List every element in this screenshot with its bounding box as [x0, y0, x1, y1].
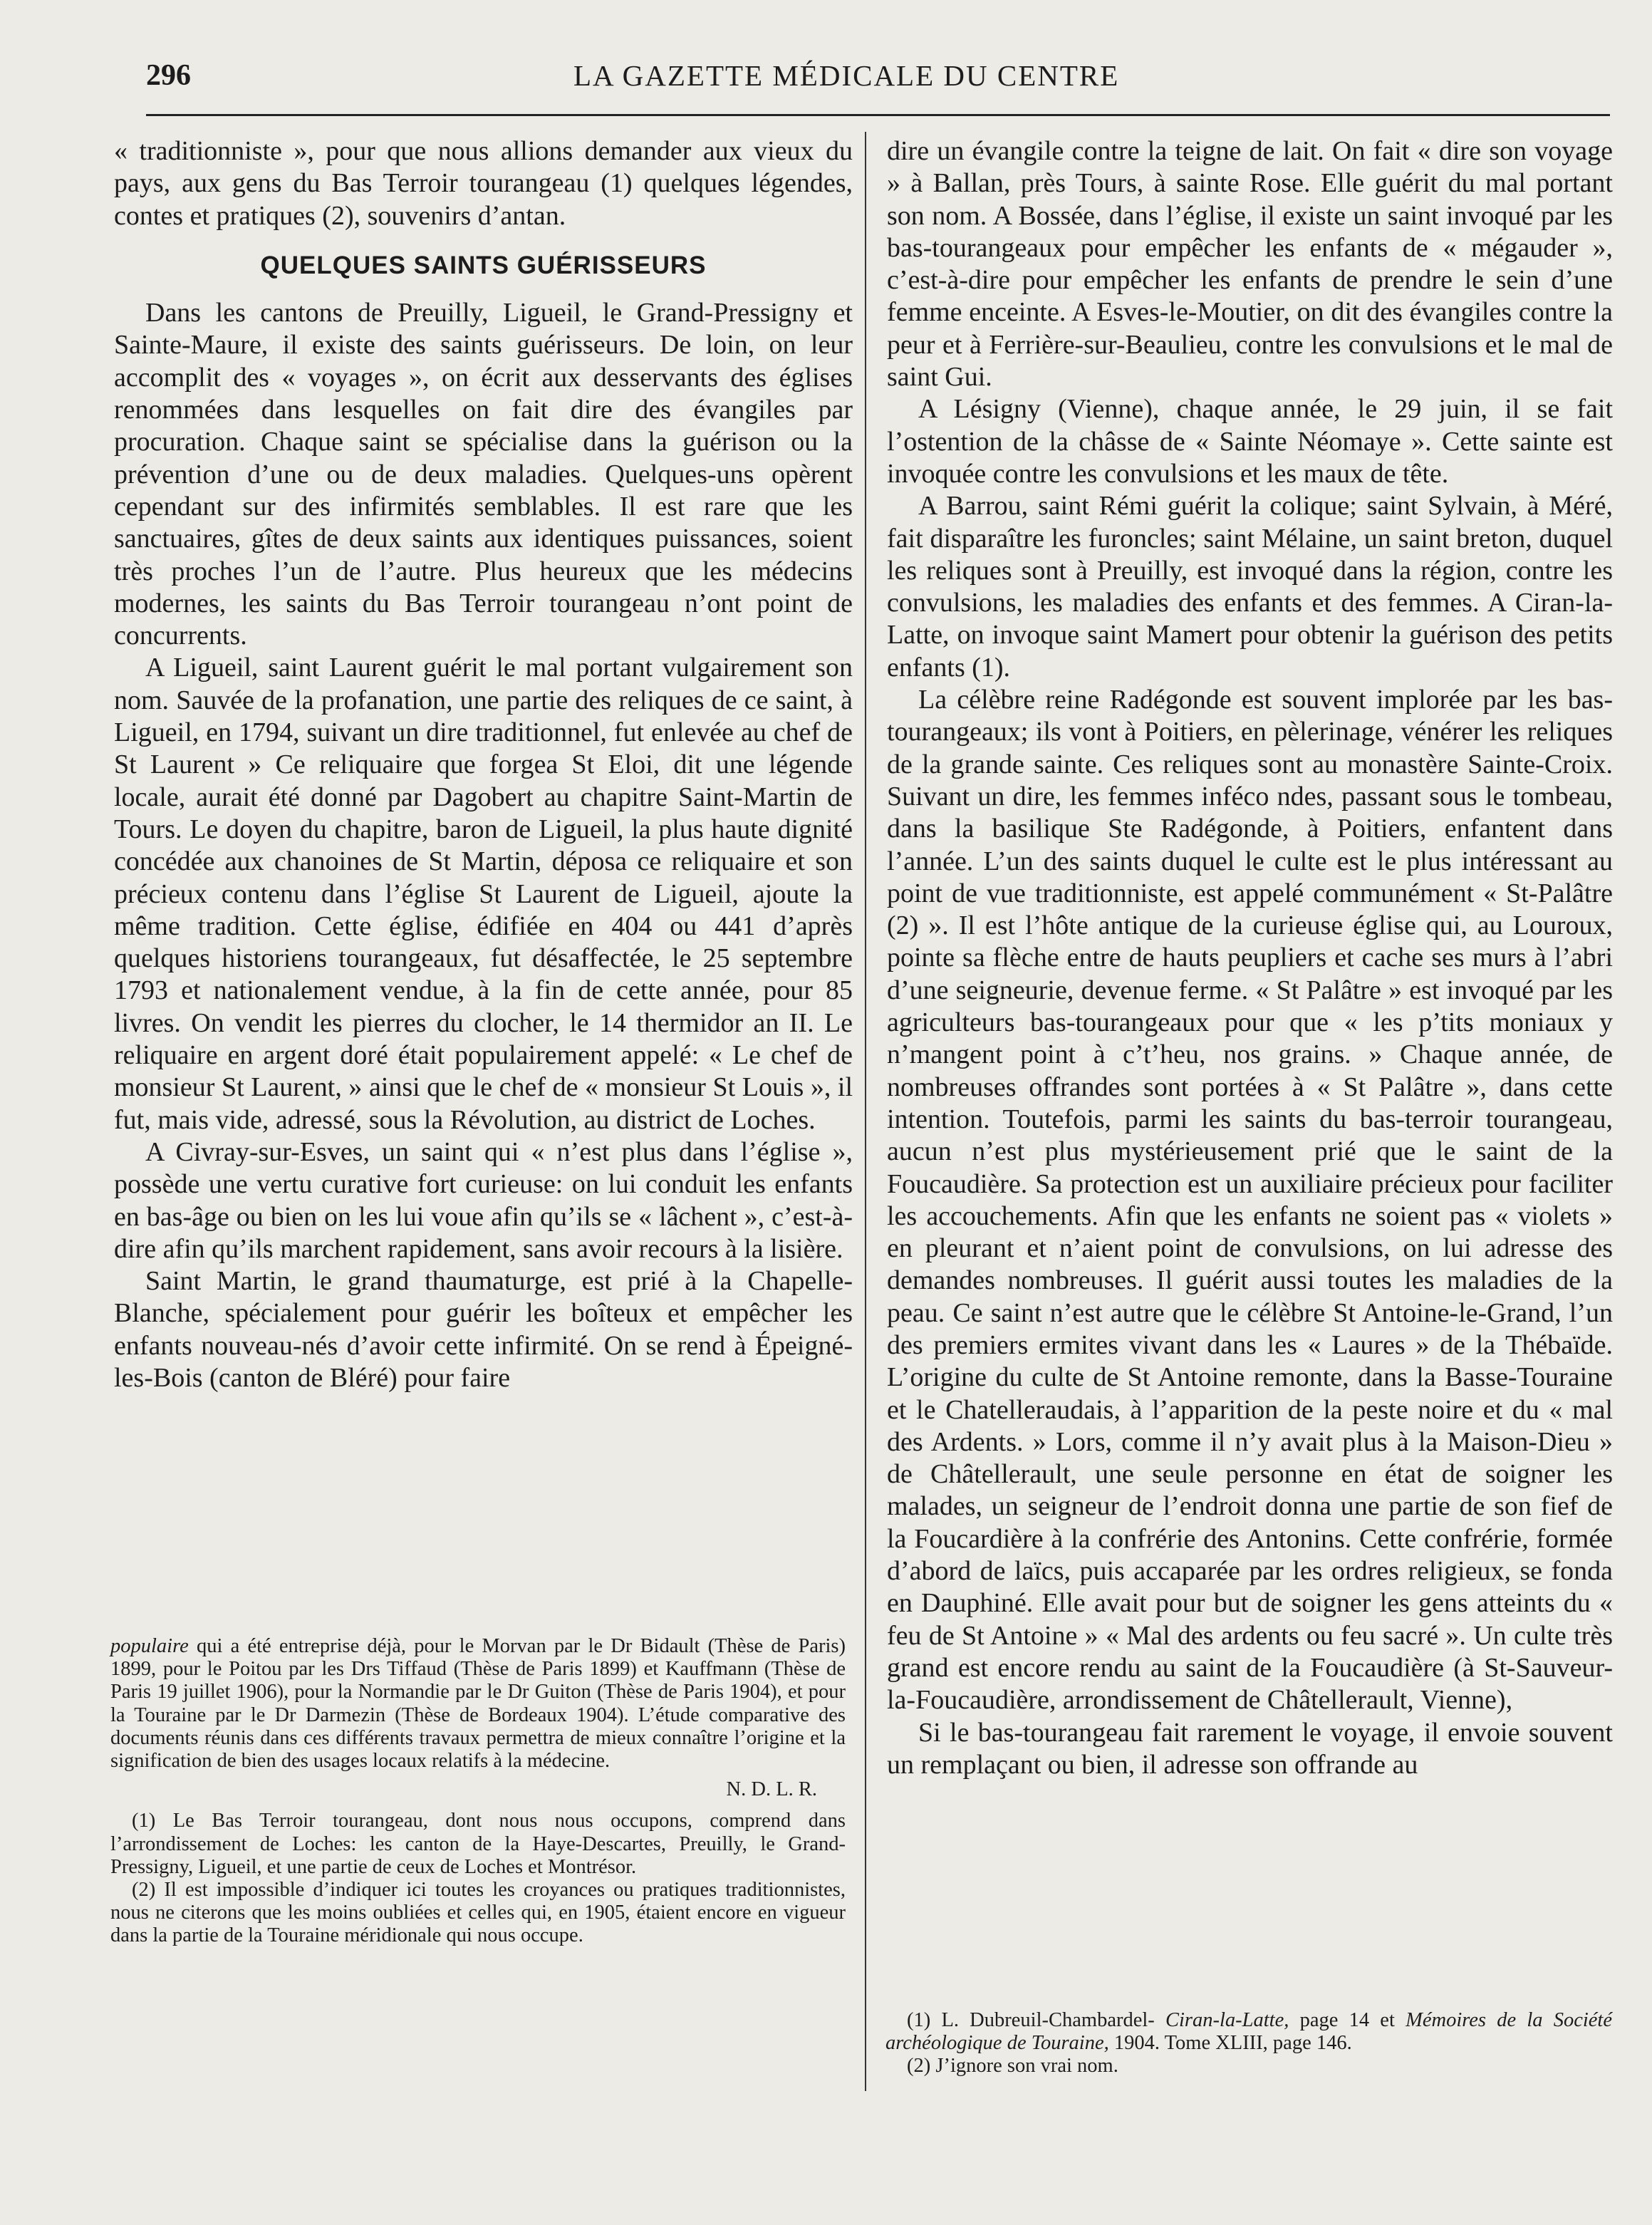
header-rule [146, 114, 1610, 116]
paragraph: A Barrou, saint Rémi guérit la colique; saint Sylvain, à Méré, fait disparaître les furoncles; saint Mélaine, un saint breton, duquel les reliques sont à Preuilly, est invoqué dans la région, contre les convulsions, les maladies des enfants et des femmes. A Ciran-la-Latte, on invoque saint Mamert pour obtenir la guérison des petits enfants (1). [887, 491, 1613, 683]
right-column [887, 135, 1613, 1781]
paragraph: dire un évangile contre la teigne de lait. On fait « dire son voyage » à Ballan, près Tours, à sainte Rose. Elle guérit du mal portant son nom. A Bossée, dans l’église, il existe un saint invoqué par les bas-tourangeaux pour empêcher les enfants de « mégauder », c’est-à-dire pour empêcher les enfants de prendre le sein d’une femme enceinte. A Esves-le-Moutier, on dit des évangiles contre la peur et à Ferrière-sur-Beaulieu, contre les convulsions et le mal de saint Gui. [887, 136, 1613, 393]
left-column [114, 135, 853, 1394]
column-divider [865, 132, 866, 2091]
paragraph: Dans les cantons de Preuilly, Ligueil, le Grand-Pressigny et Sainte-Maure, il existe des saints guérisseurs. De loin, on leur accomplit des « voyages », on écrit aux desservants des églises renommées dans lesquelles on fait dire des évangiles par procuration. Chaque saint se spécialise dans la guérison ou la prévention d’une ou de deux maladies. Quelques-uns opèrent cependant sur des infirmités semblables. Il est rare que les sanctuaires, gîtes de deux saints aux identiques puissances, soient très proches l’un de l’autre. Plus heureux que les médecins modernes, les saints du Bas Terroir tourangeau n’ont point de concurrents. [114, 298, 853, 651]
footnote-italic: populaire [110, 1635, 189, 1657]
left-footnotes [110, 1635, 846, 1948]
footnote-text: (1) L. Dubreuil-Chambardel- [907, 2009, 1165, 2031]
paragraph: « traditionniste », pour que nous allions demander aux vieux du pays, aux gens du Bas Terroir tourangeau (1) quelques légendes, contes et pratiques (2), souvenirs d’antan. [114, 136, 853, 231]
footnote: (2) J’ignore son vrai nom. [907, 2055, 1118, 2078]
paragraph: Saint Martin, le grand thaumaturge, est prié à la Chapelle-Blanche, spécialement pour guérir les boîteux et empêcher les enfants nouveau-nés d’avoir cette infirmité. On se rend à Épeigné-les-Bois (canton de Bléré) pour faire [114, 1266, 853, 1393]
footnote-text: 1904. Tome XLIII, page 146. [1108, 2032, 1352, 2055]
editor-signature: N. D. L. R. [726, 1778, 817, 1801]
footnote-italic: Ciran-la-Latte, [1165, 2009, 1289, 2031]
footnote-italic: Mémoires de la Société archéologique de Touraine, [885, 2009, 1612, 2055]
paragraph: La célèbre reine Radégonde est souvent implorée par les bas-tourangeaux; ils vont à Poitiers, en pèlerinage, vénérer les reliques de la grande sainte. Ces reliques sont au monastère Sainte-Croix. Suivant un dire, les femmes inféco ndes, passant sous le tombeau, dans la basilique Ste Radégonde, à Poitiers, enfantent dans l’année. L’un des saints duquel le culte est le plus intéressant au point de vue traditionniste, est appelé communément « St-Palâtre (2) ». Il est l’hôte antique de la curieuse église qui, au Louroux, pointe sa flèche entre de hauts peupliers et cache ses murs à l’abri d’une seigneurie, devenue ferme. « St Palâtre » est invoqué par les agriculteurs bas-tourangeaux pour que « les p’tits moniaux y n’mangent point à c’t’heu, nos grains. » Chaque année, de nombreuses offrandes sont portées à « St Palâtre », dans cette intention. Toutefois, parmi les saints du bas-terroir tourangeau, aucun n’est plus mystérieusement prié que le saint de la Foucaudière. Sa protection est un auxiliaire précieux pour faciliter les accouchements. Afin que les enfants ne soient pas « violets » en pleurant et n’aient point de convulsions, on lui adresse des demandes nombreuses. Il guérit aussi toutes les maladies de la peau. Ce saint n’est autre que le célèbre St Antoine-le-Grand, l’un des premiers ermites vivant dans les « Laures » de la Thébaïde. L’origine du culte de St Antoine remonte, dans la Basse-Touraine et le Chatelleraudais, à l’apparition de la peste noire et du « mal des Ardents. » Lors, comme il n’y avait plus à la Maison-Dieu » de Châtellerault, une seule personne en état de soigner les malades, un seigneur de l’endroit donna une partie de son fief de la Foucardière à la confrérie des Antonins. Cette confrérie, formée d’abord de laïcs, puis accaparée par les ordres religieux, se fonda en Dauphiné. Elle avait pour but de soigner les gens atteints du « feu de St Antoine » « Mal des ardents ou feu sacré ». Un culte très grand est encore rendu au saint de la Foucaudière (à St-Sauveur-la-Foucaudière, arrondissement de Châtellerault, Vienne), [887, 685, 1613, 1716]
page-header [146, 58, 1610, 101]
paragraph: A Civray-sur-Esves, un saint qui « n’est plus dans l’église », possède une vertu curative fort curieuse: on lui conduit les enfants en bas-âge ou bien on les lui voue afin qu’ils se « lâchent », c’est-à-dire afin qu’ils marchent rapidement, sans avoir recours à la lisière. [114, 1136, 853, 1264]
paragraph: Si le bas-tourangeau fait rarement le voyage, il envoie souvent un remplaçant ou bien, il adresse son offrande au [887, 1717, 1613, 1780]
footnote [885, 2009, 1612, 2055]
paragraph: A Ligueil, saint Laurent guérit le mal portant vulgairement son nom. Sauvée de la profanation, une partie des reliques de ce saint, à Ligueil, en 1794, suivant un dire traditionnel, fut enlevée au chef de St Laurent » Ce reliquaire que forgea St Eloi, dit une légende locale, aurait été donné par Dagobert au chapitre Saint-Martin de Tours. Le doyen du chapitre, baron de Ligueil, la plus haute dignité concédée aux chanoines de St Martin, déposa ce reliquaire et son précieux contenu dans l’église St Laurent de Ligueil, ajoute la même tradition. Cette église, édifiée en 404 ou 441 d’après quelques historiens tourangeaux, fut désaffectée, le 25 septembre 1793 et nationalement vendue, à la fin de cette année, pour 85 livres. On vendit les pierres du clocher, le 14 thermidor an II. Le reliquaire en argent doré était populairement appelé: « Le chef de monsieur St Laurent, » ainsi que le chef de « monsieur St Louis », il fut, mais vide, adressé, sous la Révolution, au district de Loches. [114, 653, 853, 1135]
section-heading: QUELQUES SAINTS GUÉRISSEURS [260, 251, 707, 279]
footnote-text: page 14 et [1289, 2009, 1406, 2031]
paragraph: A Lésigny (Vienne), chaque année, le 29 juin, il se fait l’ostention de la châsse de « Sainte Néomaye ». Cette sainte est invoquée contre les convulsions et les maux de tête. [887, 394, 1613, 489]
page-number: 296 [146, 59, 191, 92]
footnote: (2) Il est impossible d’indiquer ici toutes les croyances ou pratiques traditionnistes, nous ne citerons que les moins oubliées et celles qui, en 1905, étaient encore en vigueur dans la partie de la Touraine méridionale qui nous occupe. [110, 1879, 846, 1947]
footnote: (1) Le Bas Terroir tourangeau, dont nous nous occupons, comprend dans l’arrondissement de Loches: les canton de la Haye-Descartes, Preuilly, le Grand-Pressigny, Ligueil, et une partie de ceux de Loches et Montrésor. [110, 1810, 846, 1878]
footnote-text: qui a été entreprise déjà, pour le Morvan par le Dr Bidault (Thèse de Paris) 1899, pour le Poitou par les Drs Tiffaud (Thèse de Paris 1899) et Kauffmann (Thèse de Paris 19 juillet 1906), pour la Normandie par le Dr Guiton (Thèse de Paris 1904), et pour la Touraine par le Dr Darmezin (Thèse de Bordeaux 1904). L’étude comparative des documents réunis dans ces différents travaux permettra de mieux connaître l’origine et la signification de bien des usages locaux relatifs à la médecine. [110, 1635, 846, 1773]
right-footnotes [885, 2009, 1612, 2078]
journal-title: LA GAZETTE MÉDICALE DU CENTRE [573, 59, 1120, 92]
footnote-continuation [110, 1635, 846, 1773]
